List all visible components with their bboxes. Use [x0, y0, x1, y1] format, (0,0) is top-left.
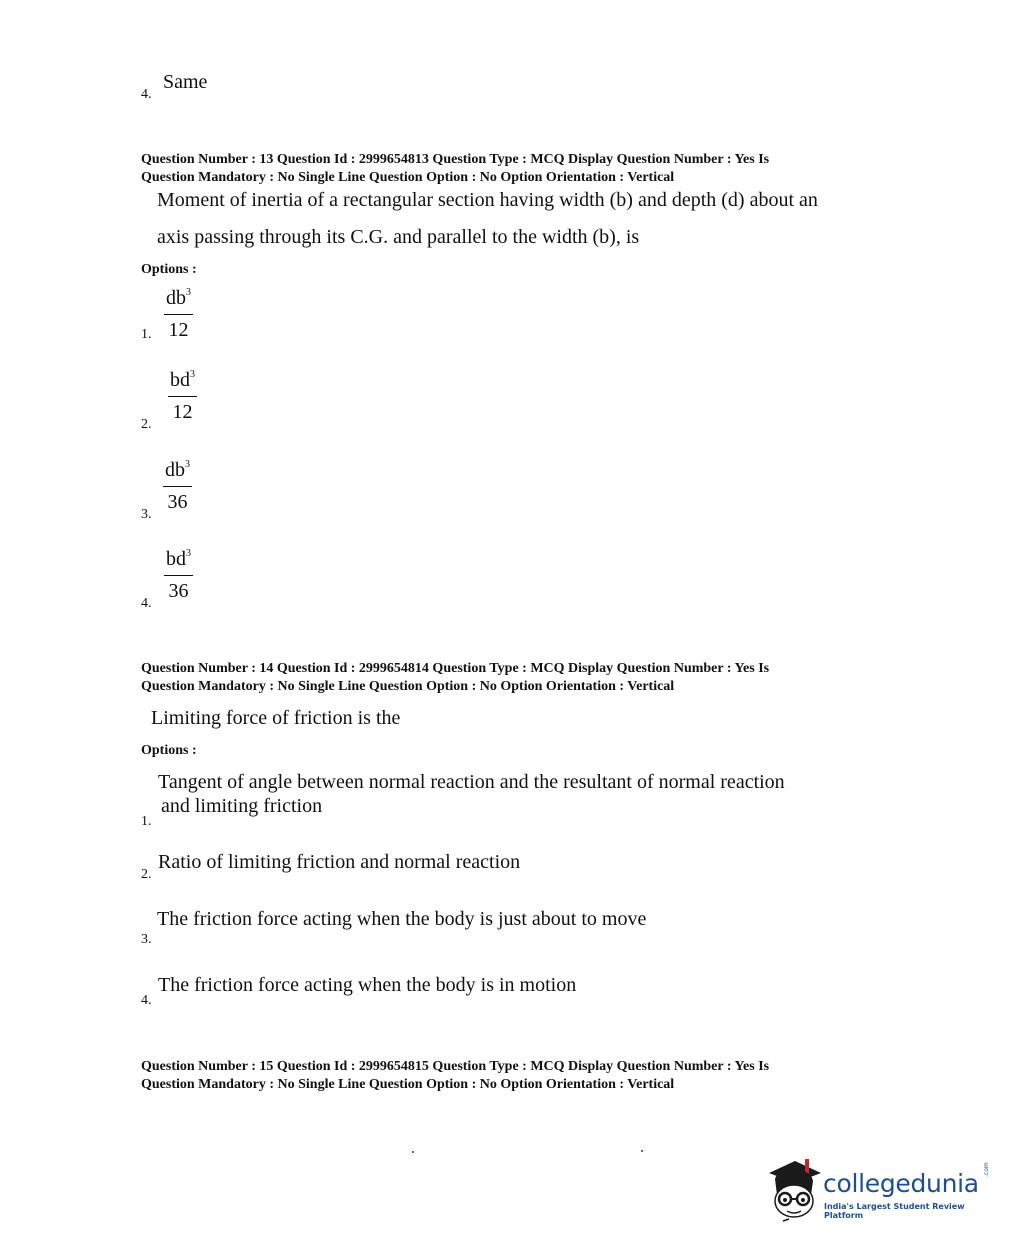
q13-option-2-denominator: 12 [172, 401, 193, 423]
q14-option-2-number: 2. [141, 867, 152, 882]
q15-meta-line1: Question Number : 15 Question Id : 2999654815 Question Type : MCQ Display Question Number : Yes Is [141, 1059, 770, 1074]
q14-option-4-text[interactable]: The friction force acting when the body is in motion [158, 974, 577, 996]
q13-meta-line1: Question Number : 13 Question Id : 2999654813 Question Type : MCQ Display Question Number : Yes Is [141, 152, 770, 167]
q13-option-1-fraction[interactable] [164, 287, 193, 342]
logo-com: .com [983, 1162, 990, 1177]
q13-option-3-fraction[interactable] [163, 459, 192, 514]
q13-option-4-fraction[interactable] [164, 548, 193, 603]
q13-options-label: Options : [141, 262, 197, 277]
q13-option-1-denominator: 12 [168, 319, 189, 341]
q14-option-2-text[interactable]: Ratio of limiting friction and normal reaction [158, 851, 521, 873]
q13-option-1-exponent: 3 [186, 287, 191, 298]
q14-options-label: Options : [141, 743, 197, 758]
prev-option-4-number: 4. [141, 87, 152, 102]
q13-option-4-numerator: bd [166, 548, 186, 570]
q13-option-2-fraction[interactable] [168, 369, 197, 424]
collegedunia-logo[interactable] [765, 1155, 1005, 1225]
q13-option-1-numerator: db [166, 287, 186, 309]
mascot-icon [765, 1155, 823, 1225]
speck [641, 1150, 643, 1152]
q14-option-3-text[interactable]: The friction force acting when the body is just about to move [157, 908, 647, 930]
q15-meta-line2: Question Mandatory : No Single Line Question Option : No Option Orientation : Vertical [141, 1077, 675, 1092]
q13-option-3-number: 3. [141, 507, 152, 522]
q14-option-3-number: 3. [141, 932, 152, 947]
prev-option-4-text: Same [163, 71, 208, 93]
q13-text-line1: Moment of inertia of a rectangular section having width (b) and depth (d) about an [157, 189, 818, 211]
q13-option-2-number: 2. [141, 417, 152, 432]
q14-option-1-line2[interactable]: and limiting friction [161, 795, 323, 817]
logo-tagline: India's Largest Student Review Platform [824, 1202, 965, 1220]
q13-option-4-exponent: 3 [186, 548, 191, 559]
speck [412, 1151, 414, 1153]
q14-meta-line1: Question Number : 14 Question Id : 2999654814 Question Type : MCQ Display Question Number : Yes Is [141, 661, 770, 676]
logo-wordmark: collegedunia [823, 1169, 979, 1198]
q13-option-3-numerator: db [165, 459, 185, 481]
q14-option-1-line1[interactable]: Tangent of angle between normal reaction and the resultant of normal reaction [158, 771, 785, 793]
q13-option-2-numerator: bd [170, 369, 190, 391]
q14-text: Limiting force of friction is the [151, 707, 401, 729]
q14-meta-line2: Question Mandatory : No Single Line Question Option : No Option Orientation : Vertical [141, 679, 675, 694]
q13-option-1-number: 1. [141, 327, 152, 342]
q14-option-4-number: 4. [141, 993, 152, 1008]
q13-meta-line2: Question Mandatory : No Single Line Question Option : No Option Orientation : Vertical [141, 170, 675, 185]
q14-option-1-number: 1. [141, 814, 152, 829]
q13-text-line2: axis passing through its C.G. and parallel to the width (b), is [157, 226, 640, 248]
q13-option-2-exponent: 3 [190, 369, 195, 380]
q13-option-4-denominator: 36 [168, 580, 189, 602]
q13-option-3-denominator: 36 [167, 491, 188, 513]
q13-option-3-exponent: 3 [185, 459, 190, 470]
q13-option-4-number: 4. [141, 596, 152, 611]
